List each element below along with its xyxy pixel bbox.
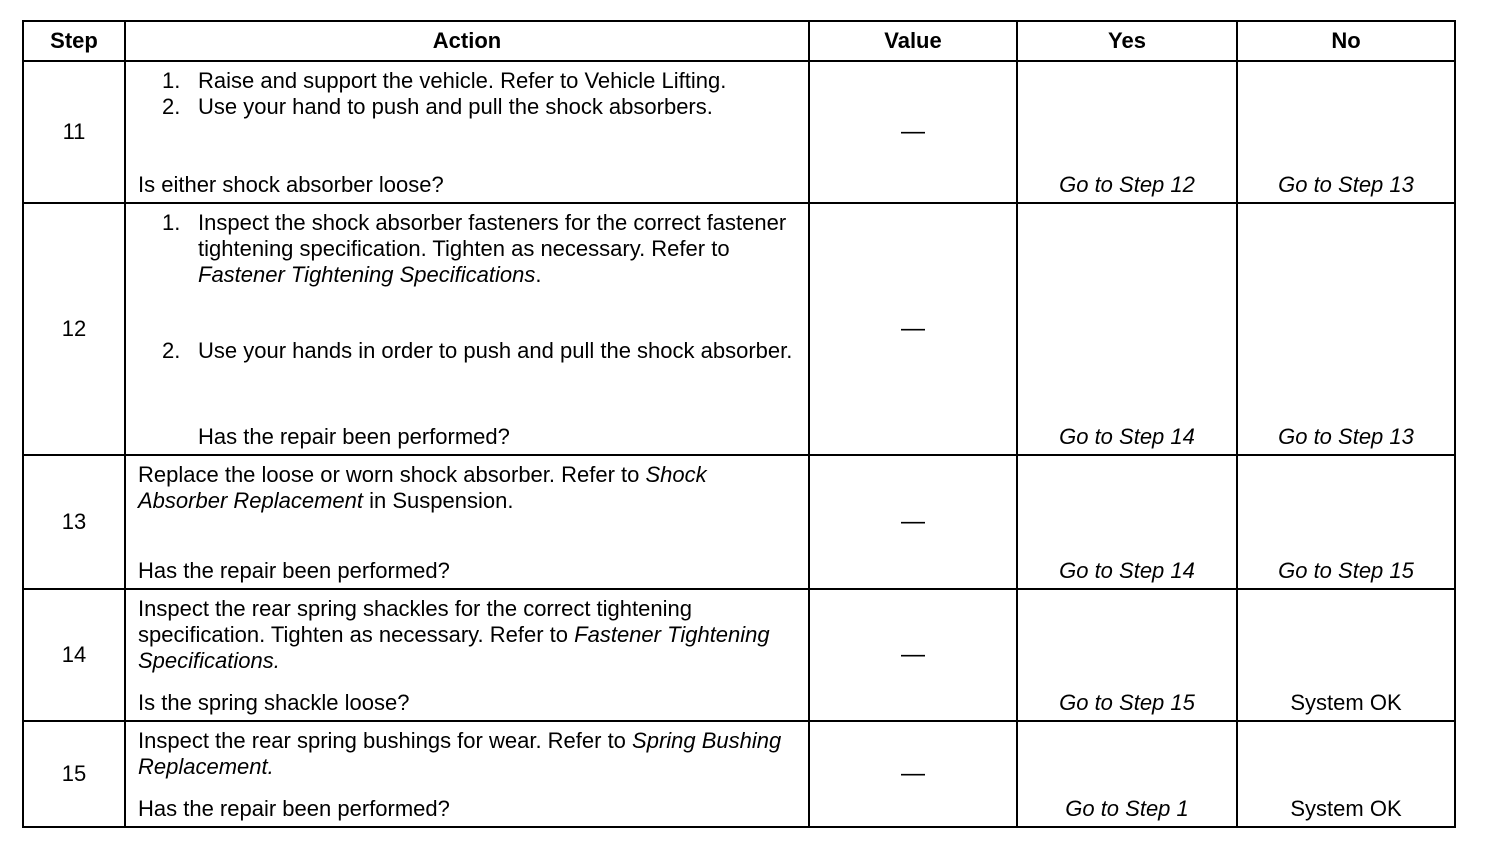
header-no: No	[1237, 21, 1455, 61]
action-substep	[138, 94, 800, 120]
yes-link[interactable]: Go to Step 12	[1017, 61, 1237, 203]
header-action: Action	[125, 21, 809, 61]
value-cell: —	[809, 455, 1017, 589]
value-cell: —	[809, 589, 1017, 721]
table-row	[23, 589, 1455, 721]
substep-number: 2.	[162, 94, 181, 119]
header-step: Step	[23, 21, 125, 61]
no-link[interactable]: Go to Step 13	[1237, 203, 1455, 455]
table-row	[23, 455, 1455, 589]
action-question: Is the spring shackle loose?	[138, 690, 410, 715]
reference-link[interactable]: Shock Absorber Replacement	[138, 462, 707, 513]
reference-link[interactable]: Fastener Tightening Specifications.	[138, 622, 770, 673]
substep-text: Raise and support the vehicle. Refer to Vehicle Lifting.	[198, 68, 727, 93]
table-row	[23, 721, 1455, 827]
substep-text: Inspect the shock absorber fasteners for the correct fastener tightening specification. Tighten as necessary. Refer to	[198, 210, 787, 261]
action-cell	[125, 61, 809, 203]
action-cell	[125, 455, 809, 589]
table-row	[23, 61, 1455, 203]
action-question: Has the repair been performed?	[138, 796, 450, 821]
step-number: 14	[23, 589, 125, 721]
step-number: 11	[23, 61, 125, 203]
reference-link[interactable]: Spring Bushing Replacement.	[138, 728, 782, 779]
substep-text: Use your hands in order to push and pull the shock absorber.	[198, 338, 793, 363]
action-question: Has the repair been performed?	[198, 424, 510, 449]
action-text-block	[138, 596, 800, 674]
action-text-block	[138, 728, 800, 780]
substep-number: 2.	[162, 338, 181, 363]
action-substep	[138, 338, 800, 364]
value-cell: —	[809, 61, 1017, 203]
yes-link[interactable]: Go to Step 14	[1017, 455, 1237, 589]
reference-link[interactable]: Fastener Tightening Specifications	[198, 262, 536, 287]
diagnostic-table	[22, 20, 1456, 828]
action-cell	[125, 589, 809, 721]
action-text-end: in Suspension.	[363, 488, 514, 513]
action-cell	[125, 203, 809, 455]
substep-text: Use your hand to push and pull the shock absorbers.	[198, 94, 713, 119]
step-number: 12	[23, 203, 125, 455]
action-substep	[138, 210, 800, 288]
action-question: Has the repair been performed?	[138, 558, 450, 583]
yes-link[interactable]: Go to Step 1	[1017, 721, 1237, 827]
table-row	[23, 203, 1455, 455]
action-text: Inspect the rear spring bushings for wear. Refer to	[138, 728, 633, 753]
yes-link[interactable]: Go to Step 14	[1017, 203, 1237, 455]
action-substep	[138, 68, 800, 94]
header-yes: Yes	[1017, 21, 1237, 61]
value-cell: —	[809, 203, 1017, 455]
table-header-row	[23, 21, 1455, 61]
substep-number: 1.	[162, 210, 181, 235]
substep-text-end: .	[535, 262, 542, 287]
no-link[interactable]: Go to Step 13	[1237, 61, 1455, 203]
no-result: System OK	[1237, 589, 1455, 721]
action-text-block	[138, 462, 800, 514]
substep-number: 1.	[162, 68, 181, 93]
step-number: 13	[23, 455, 125, 589]
spacer	[138, 288, 800, 338]
header-value: Value	[809, 21, 1017, 61]
yes-link[interactable]: Go to Step 15	[1017, 589, 1237, 721]
action-text: Inspect the rear spring shackles for the correct tightening specification. Tighten as necessary. Refer to	[138, 596, 692, 647]
value-cell: —	[809, 721, 1017, 827]
no-link[interactable]: Go to Step 15	[1237, 455, 1455, 589]
action-text: Replace the loose or worn shock absorber. Refer to	[138, 462, 646, 487]
action-cell	[125, 721, 809, 827]
action-question: Is either shock absorber loose?	[138, 172, 444, 197]
no-result: System OK	[1237, 721, 1455, 827]
step-number: 15	[23, 721, 125, 827]
